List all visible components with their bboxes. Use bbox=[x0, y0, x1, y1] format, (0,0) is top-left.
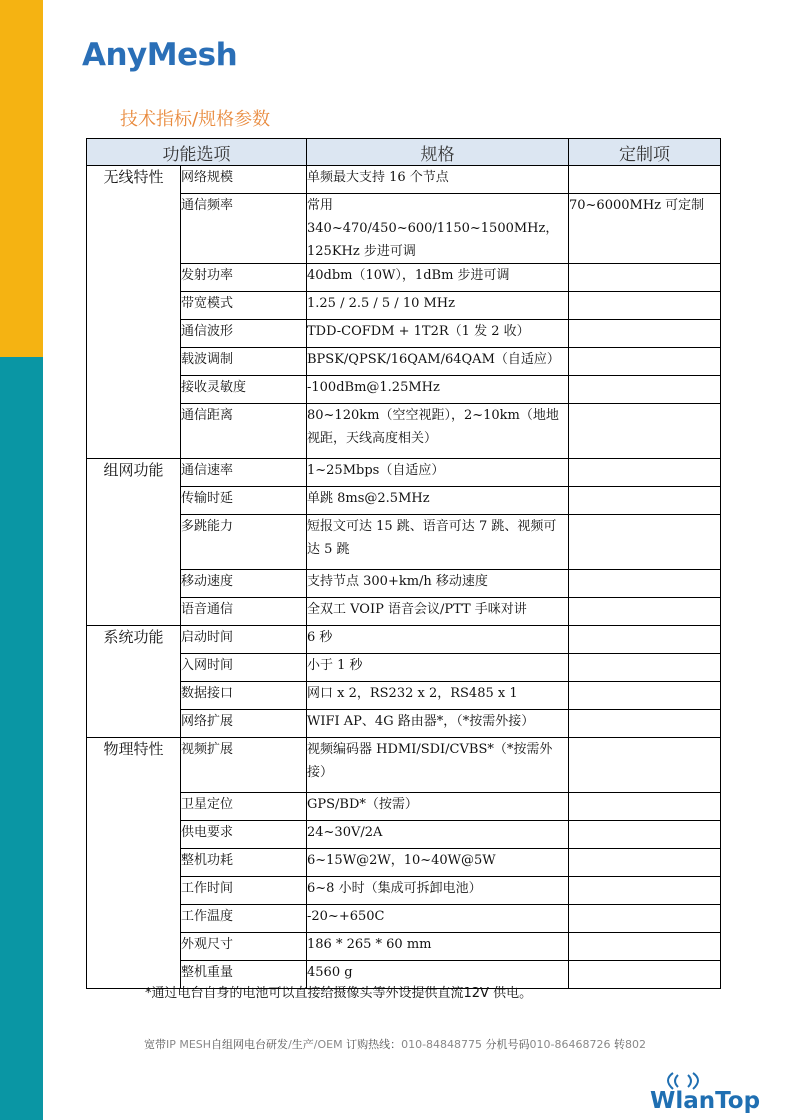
spec-cell: 186 * 265 * 60 mm bbox=[307, 933, 569, 961]
section-title: 技术指标/规格参数 bbox=[120, 109, 271, 130]
feature-cell: 入网时间 bbox=[181, 654, 307, 682]
table-row bbox=[87, 793, 721, 821]
table-header-row bbox=[87, 139, 721, 166]
table-row bbox=[87, 194, 721, 264]
custom-cell bbox=[569, 598, 721, 626]
custom-cell bbox=[569, 849, 721, 877]
left-accent-stripe-teal bbox=[0, 357, 43, 1120]
left-accent-stripe-yellow bbox=[0, 0, 43, 357]
spec-cell: 40dbm（10W），1dBm 步进可调 bbox=[307, 264, 569, 292]
spec-cell: 6~8 小时（集成可拆卸电池） bbox=[307, 877, 569, 905]
spec-cell: 单频最大支持 16 个节点 bbox=[307, 166, 569, 194]
spec-cell: 视频编码器 HDMI/SDI/CVBS*（*按需外接） bbox=[307, 738, 569, 793]
feature-cell: 通信距离 bbox=[181, 404, 307, 459]
feature-cell: 通信波形 bbox=[181, 320, 307, 348]
feature-cell: 启动时间 bbox=[181, 626, 307, 654]
spec-cell: 网口 x 2，RS232 x 2，RS485 x 1 bbox=[307, 682, 569, 710]
anymesh-logo bbox=[82, 34, 237, 76]
table-row bbox=[87, 933, 721, 961]
custom-cell bbox=[569, 320, 721, 348]
spec-cell: -100dBm@1.25MHz bbox=[307, 376, 569, 404]
spec-table bbox=[86, 138, 721, 989]
table-row bbox=[87, 821, 721, 849]
feature-cell: 数据接口 bbox=[181, 682, 307, 710]
custom-cell: 70~6000MHz 可定制 bbox=[569, 194, 721, 264]
spec-cell: 80~120km（空空视距），2~10km（地地视距，天线高度相关） bbox=[307, 404, 569, 459]
wlantop-text: WlanTop bbox=[650, 1088, 761, 1114]
feature-cell: 通信速率 bbox=[181, 459, 307, 487]
table-row bbox=[87, 404, 721, 459]
table-row bbox=[87, 877, 721, 905]
table-row bbox=[87, 348, 721, 376]
custom-cell bbox=[569, 376, 721, 404]
category-cell: 系统功能 bbox=[87, 626, 181, 738]
spec-cell: 1~25Mbps（自适应） bbox=[307, 459, 569, 487]
feature-cell: 卫星定位 bbox=[181, 793, 307, 821]
custom-cell bbox=[569, 654, 721, 682]
table-row bbox=[87, 264, 721, 292]
feature-cell: 工作时间 bbox=[181, 877, 307, 905]
table-row bbox=[87, 626, 721, 654]
spec-cell: 6 秒 bbox=[307, 626, 569, 654]
custom-cell bbox=[569, 348, 721, 376]
spec-cell: 小于 1 秒 bbox=[307, 654, 569, 682]
feature-cell: 通信频率 bbox=[181, 194, 307, 264]
page-footer: 宽带IP MESH自组网电台研发/生产/OEM 订购热线：010-84848775 分机号码010-86468726 转802 bbox=[143, 1038, 646, 1051]
category-cell: 组网功能 bbox=[87, 459, 181, 626]
table-row bbox=[87, 654, 721, 682]
spec-cell: BPSK/QPSK/16QAM/64QAM（自适应） bbox=[307, 348, 569, 376]
table-row bbox=[87, 515, 721, 570]
header-custom: 定制项 bbox=[569, 139, 721, 166]
feature-cell: 带宽模式 bbox=[181, 292, 307, 320]
custom-cell bbox=[569, 933, 721, 961]
custom-cell bbox=[569, 459, 721, 487]
custom-cell bbox=[569, 570, 721, 598]
wlantop-logo bbox=[650, 1072, 760, 1116]
table-row bbox=[87, 738, 721, 793]
feature-cell: 语音通信 bbox=[181, 598, 307, 626]
custom-cell bbox=[569, 515, 721, 570]
spec-cell: GPS/BD*（按需） bbox=[307, 793, 569, 821]
feature-cell: 载波调制 bbox=[181, 348, 307, 376]
custom-cell bbox=[569, 292, 721, 320]
logo-text: AnyMesh bbox=[82, 37, 238, 73]
table-row bbox=[87, 166, 721, 194]
spec-cell: 24~30V/2A bbox=[307, 821, 569, 849]
spec-cell: 全双工 VOIP 语音会议/PTT 手咪对讲 bbox=[307, 598, 569, 626]
feature-cell: 外观尺寸 bbox=[181, 933, 307, 961]
custom-cell bbox=[569, 961, 721, 989]
custom-cell bbox=[569, 166, 721, 194]
feature-cell: 视频扩展 bbox=[181, 738, 307, 793]
feature-cell: 整机重量 bbox=[181, 961, 307, 989]
table-row bbox=[87, 682, 721, 710]
spec-cell: TDD-COFDM + 1T2R（1 发 2 收） bbox=[307, 320, 569, 348]
category-cell: 物理特性 bbox=[87, 738, 181, 989]
custom-cell bbox=[569, 710, 721, 738]
feature-cell: 网络扩展 bbox=[181, 710, 307, 738]
spec-cell: -20~+650C bbox=[307, 905, 569, 933]
table-row bbox=[87, 598, 721, 626]
custom-cell bbox=[569, 821, 721, 849]
category-cell: 无线特性 bbox=[87, 166, 181, 459]
custom-cell bbox=[569, 682, 721, 710]
table-row bbox=[87, 376, 721, 404]
spec-cell: 常用 340~470/450~600/1150~1500MHz，125KHz 步进可调 bbox=[307, 194, 569, 264]
custom-cell bbox=[569, 626, 721, 654]
table-row bbox=[87, 849, 721, 877]
header-spec: 规格 bbox=[307, 139, 569, 166]
feature-cell: 多跳能力 bbox=[181, 515, 307, 570]
feature-cell: 接收灵敏度 bbox=[181, 376, 307, 404]
feature-cell: 移动速度 bbox=[181, 570, 307, 598]
spec-cell: 1.25 / 2.5 / 5 / 10 MHz bbox=[307, 292, 569, 320]
custom-cell bbox=[569, 877, 721, 905]
header-feature: 功能选项 bbox=[87, 139, 307, 166]
feature-cell: 供电要求 bbox=[181, 821, 307, 849]
spec-cell: 4560 g bbox=[307, 961, 569, 989]
footnote: *通过电台自身的电池可以直接给摄像头等外设提供直流12V 供电。 bbox=[145, 986, 533, 1001]
custom-cell bbox=[569, 404, 721, 459]
spec-cell: 支持节点 300+km/h 移动速度 bbox=[307, 570, 569, 598]
feature-cell: 发射功率 bbox=[181, 264, 307, 292]
spec-cell: 6~15W@2W，10~40W@5W bbox=[307, 849, 569, 877]
custom-cell bbox=[569, 905, 721, 933]
table-row bbox=[87, 459, 721, 487]
feature-cell: 网络规模 bbox=[181, 166, 307, 194]
feature-cell: 整机功耗 bbox=[181, 849, 307, 877]
table-row bbox=[87, 710, 721, 738]
feature-cell: 传输时延 bbox=[181, 487, 307, 515]
spec-cell: WIFI AP、4G 路由器*，（*按需外接） bbox=[307, 710, 569, 738]
table-row bbox=[87, 570, 721, 598]
custom-cell bbox=[569, 738, 721, 793]
spec-cell: 短报文可达 15 跳、语音可达 7 跳、视频可达 5 跳 bbox=[307, 515, 569, 570]
spec-cell: 单跳 8ms@2.5MHz bbox=[307, 487, 569, 515]
table-row bbox=[87, 320, 721, 348]
custom-cell bbox=[569, 793, 721, 821]
custom-cell bbox=[569, 264, 721, 292]
table-row bbox=[87, 905, 721, 933]
table-row bbox=[87, 292, 721, 320]
custom-cell bbox=[569, 487, 721, 515]
table-row bbox=[87, 487, 721, 515]
feature-cell: 工作温度 bbox=[181, 905, 307, 933]
